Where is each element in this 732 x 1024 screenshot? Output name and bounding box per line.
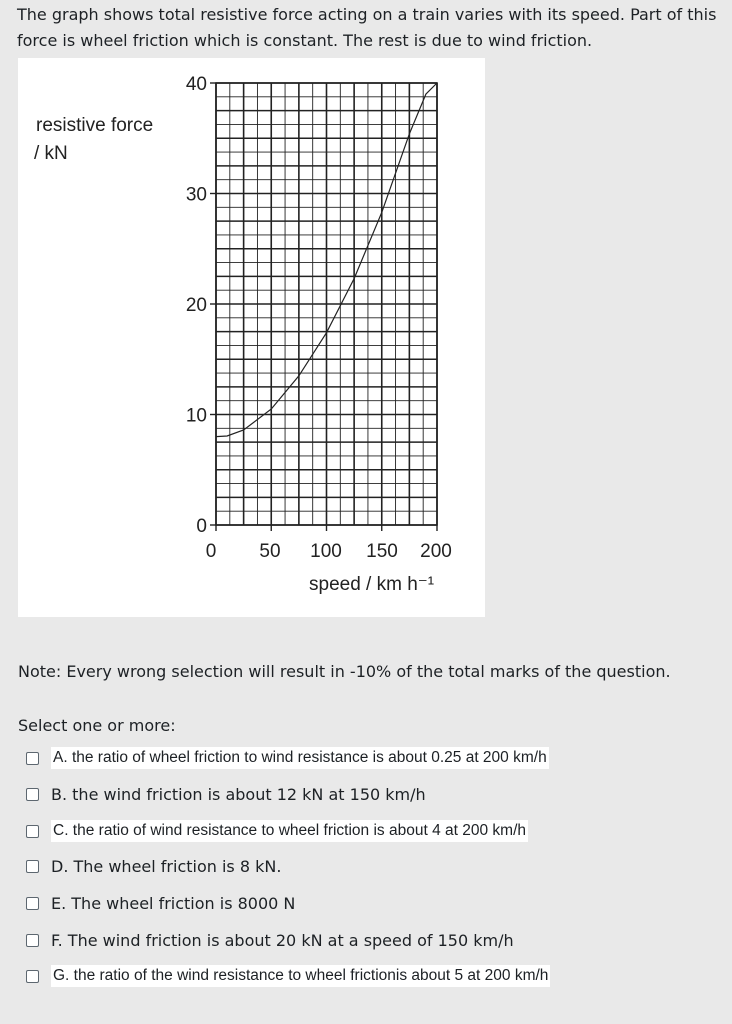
option-e-label[interactable]: E. The wheel friction is 8000 N [51, 893, 296, 913]
option-f-label[interactable]: F. The wind friction is about 20 kN at a speed of 150 km/h [51, 930, 514, 950]
option-a-label[interactable]: A. the ratio of wheel friction to wind resistance is about 0.25 at 200 km/h [51, 747, 549, 769]
marking-note: Note: Every wrong selection will result in -10% of the total marks of the question. [18, 662, 671, 681]
option-e-checkbox[interactable] [26, 897, 39, 910]
option-g[interactable] [26, 962, 550, 990]
option-f[interactable] [26, 926, 514, 954]
option-d-checkbox[interactable] [26, 860, 39, 873]
option-g-label[interactable]: G. the ratio of the wind resistance to wheel frictionis about 5 at 200 km/h [51, 965, 550, 987]
question-intro: The graph shows total resistive force acting on a train varies with its speed. Part of this force is wheel friction which is constant. The rest is due to wind friction. [17, 5, 717, 50]
option-b-checkbox[interactable] [26, 788, 39, 801]
y-tick-label: 20 [185, 295, 207, 316]
option-c-checkbox[interactable] [26, 825, 39, 838]
x-tick-label: 0 [205, 541, 217, 562]
y-tick-label: 0 [196, 516, 207, 537]
option-b-label[interactable]: B. the wind friction is about 12 kN at 150 km/h [51, 784, 426, 804]
option-g-checkbox[interactable] [26, 970, 39, 983]
x-tick-label: 100 [310, 541, 342, 562]
select-prompt: Select one or more: [18, 716, 176, 735]
chart-svg [18, 58, 485, 617]
y-tick-label: 10 [185, 405, 207, 427]
option-f-checkbox[interactable] [26, 934, 39, 947]
x-tick-label: 150 [366, 541, 398, 562]
x-axis-label: speed / km h⁻¹ [309, 574, 435, 595]
option-d[interactable] [26, 852, 281, 880]
x-tick-label: 50 [259, 541, 281, 562]
resistive-force-chart [18, 58, 485, 617]
option-d-label[interactable]: D. The wheel friction is 8 kN. [51, 856, 282, 876]
option-c[interactable] [26, 817, 528, 845]
option-a[interactable] [26, 744, 549, 772]
option-c-label[interactable]: C. the ratio of wind resistance to wheel friction is about 4 at 200 km/h [51, 820, 528, 842]
x-tick-label: 200 [420, 541, 452, 562]
option-a-checkbox[interactable] [26, 752, 39, 765]
y-axis-label-line1: resistive force [36, 115, 154, 136]
y-axis-label-line2: / kN [34, 143, 68, 164]
option-e[interactable] [26, 889, 295, 917]
y-tick-label: 40 [185, 74, 207, 95]
option-b[interactable] [26, 780, 426, 808]
y-tick-label: 30 [185, 184, 207, 206]
